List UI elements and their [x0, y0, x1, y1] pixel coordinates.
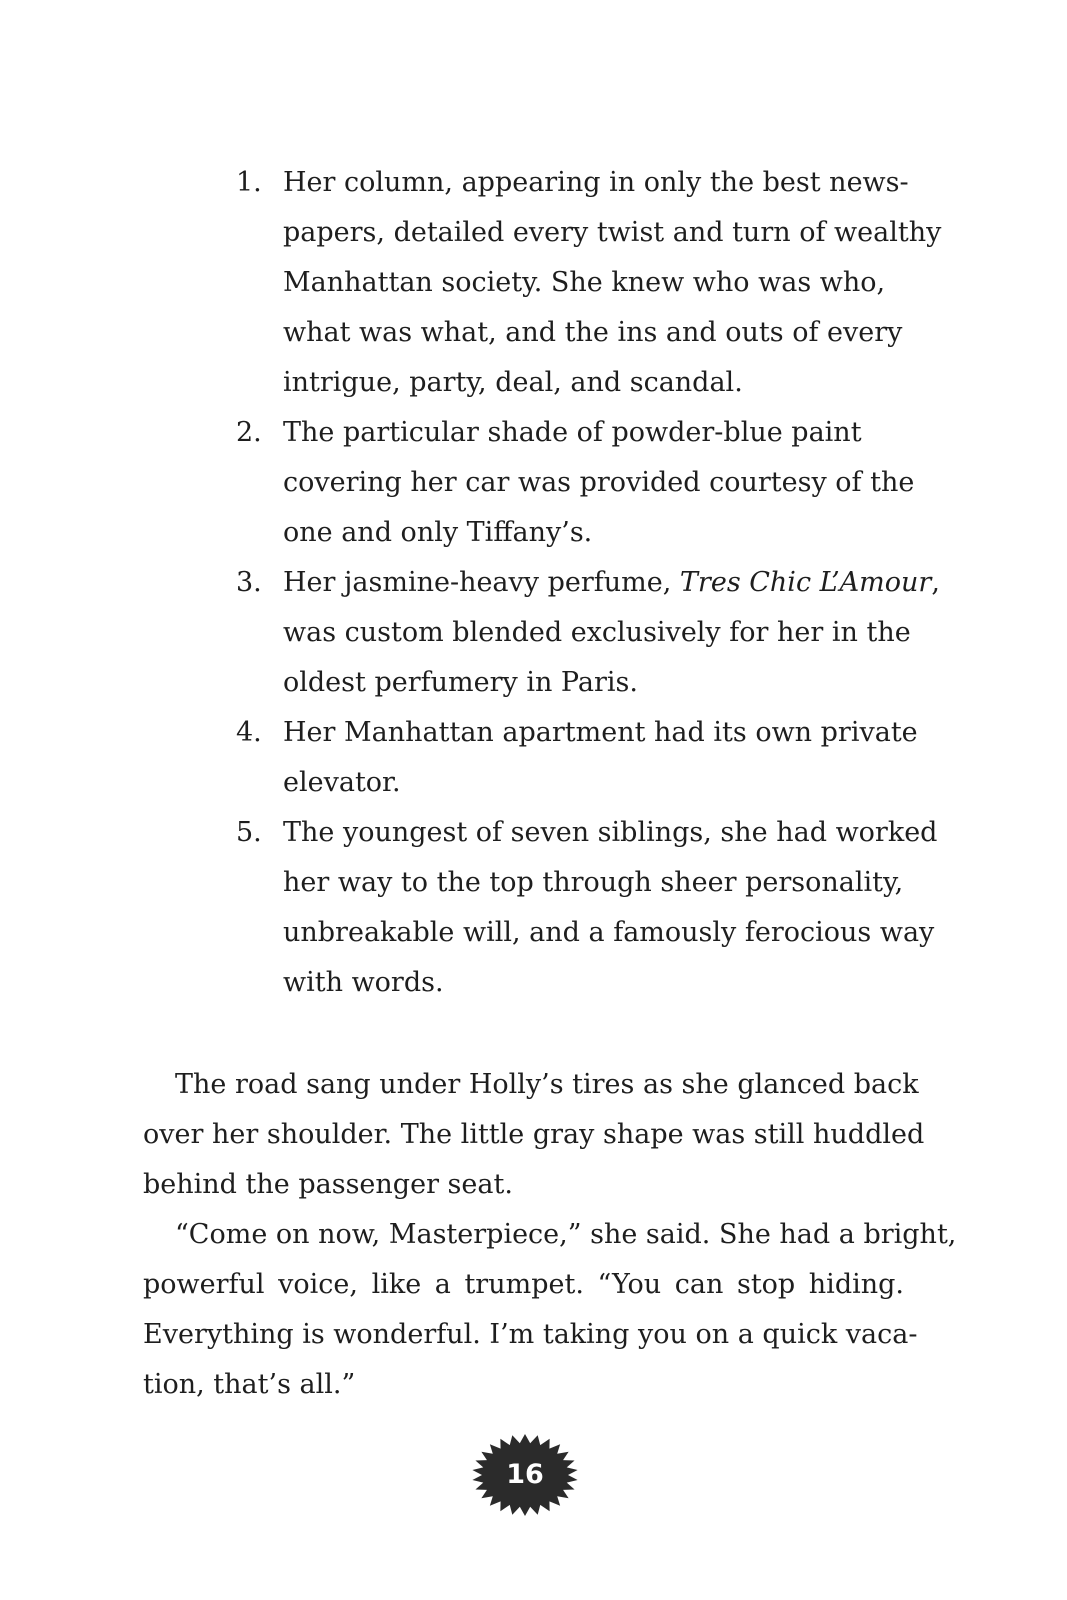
- list-item-line: was custom blended exclusively for her in the: [283, 617, 911, 648]
- paragraph: [143, 1060, 925, 1210]
- list-item-line: elevator.: [283, 767, 401, 798]
- numbered-list: [0, 158, 1067, 1008]
- text-line: tion, that’s all.”: [143, 1369, 356, 1400]
- list-item: [0, 708, 1067, 808]
- list-item-line: intrigue, party, deal, and scandal.: [283, 367, 743, 398]
- list-item-line: [283, 558, 940, 608]
- list-item-number: 1.: [236, 167, 262, 198]
- body-text: [143, 1060, 957, 1410]
- text-line: Everything is wonderful. I’m taking you on a quick vaca-: [143, 1319, 918, 1350]
- line-text: ,: [931, 567, 940, 598]
- list-item-line: unbreakable will, and a famously ferocious way: [283, 917, 935, 948]
- list-item: [0, 808, 1067, 1008]
- list-item-number: 3.: [236, 567, 262, 598]
- perfume-title: Tres Chic L’Amour: [679, 567, 932, 598]
- list-item-line: oldest perfumery in Paris.: [283, 667, 638, 698]
- list-item-line: her way to the top through sheer personality,: [283, 867, 904, 898]
- text-line: The road sang under Holly’s tires as she glanced back: [175, 1069, 919, 1100]
- list-item-line: Manhattan society. She knew who was who,: [283, 267, 886, 298]
- list-item: [0, 558, 1067, 708]
- list-item-line: Her column, appearing in only the best news-: [283, 167, 909, 198]
- text-line: “Come on now, Masterpiece,” she said. She had a bright,: [175, 1219, 957, 1250]
- list-item-number: 2.: [236, 417, 262, 448]
- list-item-number: 4.: [236, 717, 262, 748]
- list-item-number: 5.: [236, 817, 262, 848]
- page-number-badge: [470, 1432, 580, 1518]
- list-item-line: what was what, and the ins and outs of every: [283, 317, 903, 348]
- list-item-line: Her Manhattan apartment had its own private: [283, 717, 918, 748]
- list-item: [0, 158, 1067, 408]
- list-item-line: The youngest of seven siblings, she had worked: [283, 817, 938, 848]
- line-text: Her jasmine-heavy perfume,: [283, 567, 680, 598]
- paragraph: [143, 1210, 957, 1410]
- list-item-line: papers, detailed every twist and turn of wealthy: [283, 217, 942, 248]
- text-line: powerful voice, like a trumpet. “You can stop hiding.: [143, 1269, 904, 1300]
- text-line: over her shoulder. The little gray shape was still huddled: [143, 1119, 925, 1150]
- list-item-line: The particular shade of powder-blue paint: [283, 417, 862, 448]
- page-number: 16: [506, 1459, 544, 1490]
- list-item-line: covering her car was provided courtesy of the: [283, 467, 915, 498]
- list-item: [0, 408, 1067, 558]
- list-item-line: one and only Tiffany’s.: [283, 517, 593, 548]
- text-line: behind the passenger seat.: [143, 1169, 513, 1200]
- list-item-line: with words.: [283, 967, 444, 998]
